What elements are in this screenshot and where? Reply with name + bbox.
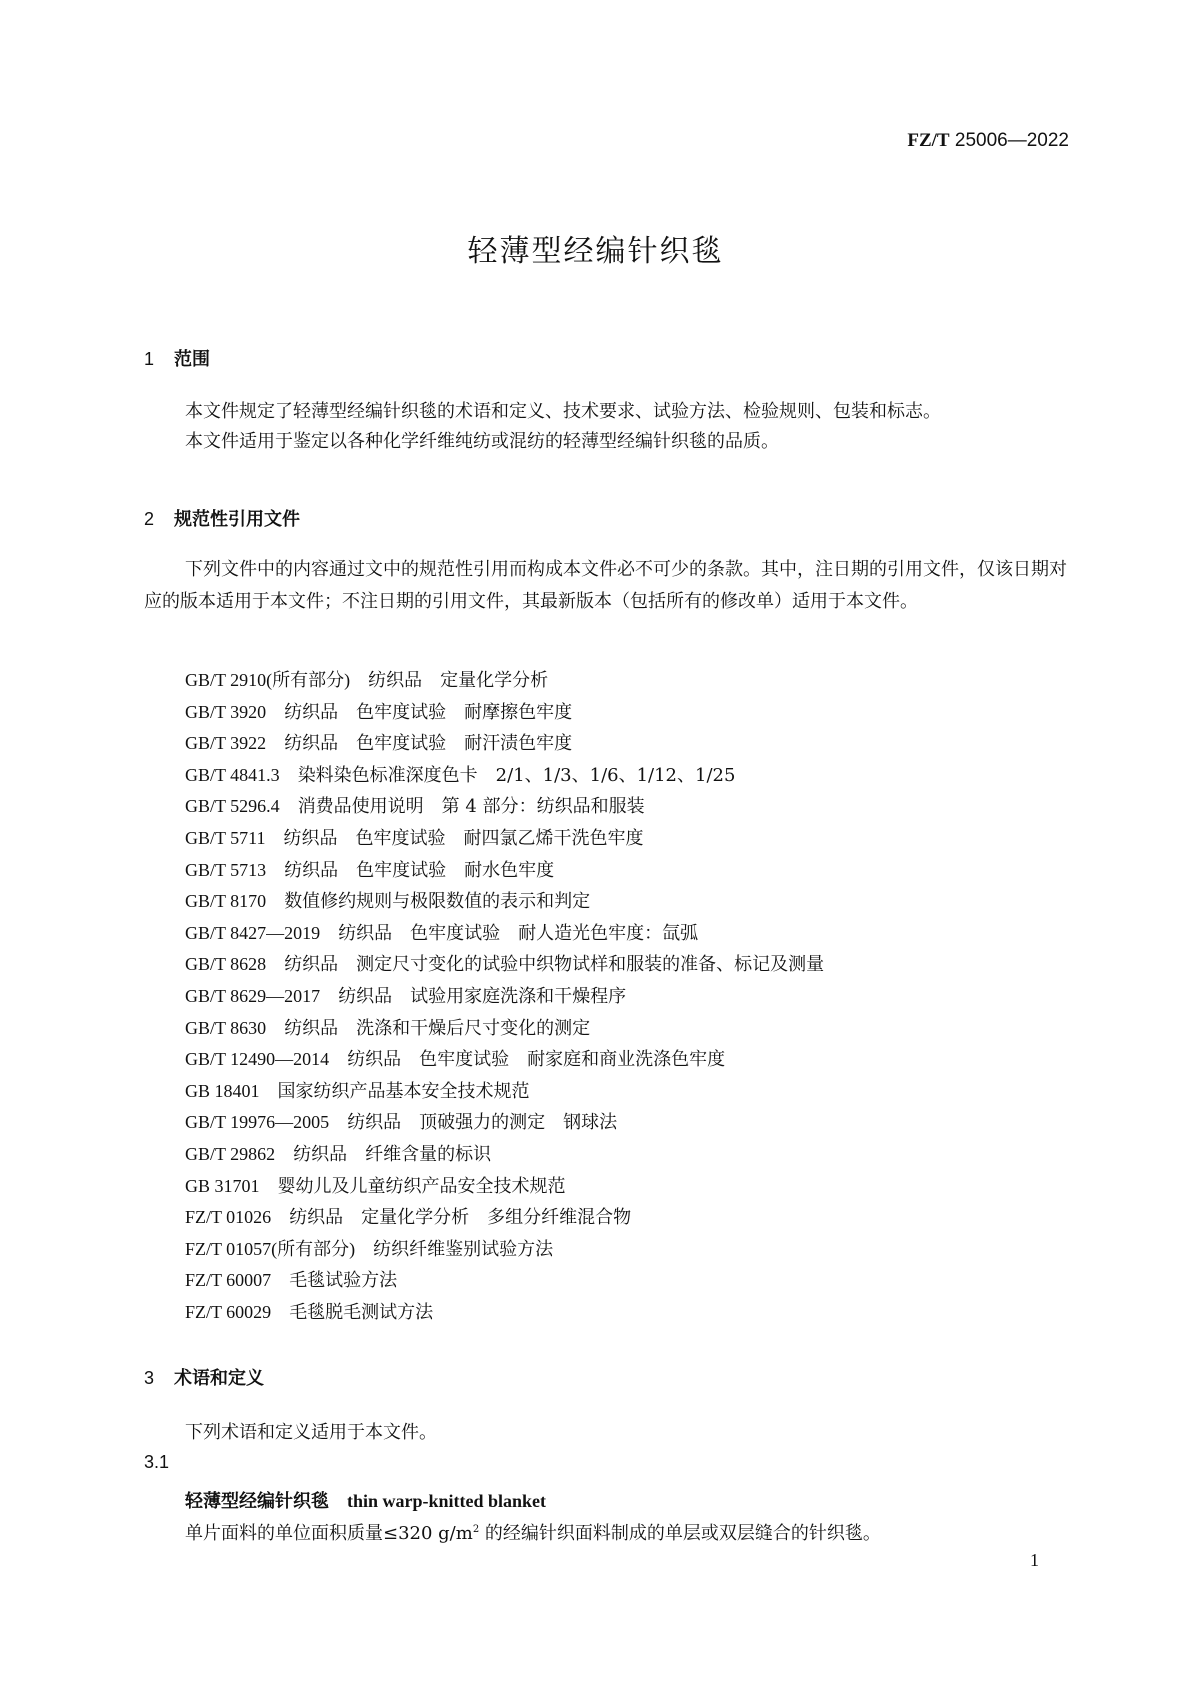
reference-title: 纺织品 纤维含量的标识 (293, 1143, 492, 1165)
reference-code: GB/T 5296.4 (185, 796, 280, 817)
reference-item (185, 1013, 824, 1045)
reference-title: 纺织品 色牢度试验 耐摩擦色牢度 (284, 701, 573, 723)
definition-text: 单片面料的单位面积质量≤320 g/m (185, 1523, 473, 1544)
section-number: 3 (144, 1368, 155, 1388)
reference-title: 数值修约规则与极限数值的表示和判定 (284, 891, 591, 913)
reference-code: FZ/T 60007 (185, 1270, 272, 1291)
reference-code: GB/T 8170 (185, 891, 267, 912)
reference-item (185, 728, 824, 760)
document-title: 轻薄型经编针织毯 (467, 234, 724, 269)
reference-item (185, 1297, 824, 1329)
reference-title: 纺织品 洗涤和干燥后尺寸变化的测定 (284, 1017, 591, 1039)
reference-code: GB/T 12490—2014 (185, 1049, 330, 1070)
section-title: 范围 (174, 349, 210, 370)
reference-code: GB/T 29862 (185, 1143, 276, 1164)
reference-item (185, 855, 824, 887)
term-number: 3.1 (144, 1452, 170, 1472)
page-number: 1 (1030, 1550, 1039, 1570)
reference-code: GB/T 2910(所有部分) (185, 670, 351, 690)
definition-superscript: 2 (472, 1524, 480, 1535)
reference-item (185, 665, 824, 697)
reference-title: 染料染色标准深度色卡 2/1、1/3、1/6、1/12、1/25 (297, 764, 736, 786)
reference-title: 纺织品 色牢度试验 耐家庭和商业洗涤色牢度 (347, 1049, 726, 1071)
reference-title: 纺织品 测定尺寸变化的试验中织物试样和服装的准备、标记及测量 (284, 954, 825, 976)
reference-item (185, 697, 824, 729)
reference-code: GB/T 8628 (185, 954, 267, 975)
reference-title: 毛毯试验方法 (289, 1270, 398, 1292)
reference-code: GB/T 4841.3 (185, 764, 280, 785)
reference-title: 纺织纤维鉴别试验方法 (373, 1238, 554, 1260)
reference-title: 纺织品 色牢度试验 耐水色牢度 (284, 859, 555, 881)
reference-code: GB 31701 (185, 1175, 260, 1196)
section-title: 术语和定义 (174, 1368, 264, 1389)
reference-title: 纺织品 顶破强力的测定 钢球法 (347, 1112, 618, 1134)
reference-code: GB/T 3920 (185, 701, 267, 722)
reference-item (185, 1202, 824, 1234)
references-intro: 下列文件中的内容通过文中的规范性引用而构成本文件必不可少的条款。其中，注日期的引用文件，仅该日期对应的版本适用于本文件；不注日期的引用文件，其最新版本（包括所有的修改单）适用于本文件。 (144, 559, 1067, 612)
term-definition (185, 1519, 881, 1545)
reference-code: FZ/T 01057(所有部分) (185, 1238, 356, 1259)
reference-item (185, 886, 824, 918)
reference-list (185, 665, 824, 1328)
terms-intro: 下列术语和定义适用于本文件。 (185, 1422, 437, 1443)
reference-code: FZ/T 01026 (185, 1207, 272, 1228)
section-heading-scope (144, 345, 210, 371)
reference-title: 消费品使用说明 第 4 部分：纺织品和服装 (297, 796, 645, 818)
reference-item (185, 791, 824, 823)
reference-code: GB/T 3922 (185, 733, 267, 754)
section-heading-normative-references (144, 505, 300, 531)
reference-item (185, 1044, 824, 1076)
section-heading-terms-definitions (144, 1364, 264, 1390)
term-chinese: 轻薄型经编针织毯 (185, 1491, 329, 1512)
reference-item (185, 1076, 824, 1108)
reference-item (185, 1139, 824, 1171)
reference-item (185, 918, 824, 950)
term-entry (185, 1487, 546, 1513)
reference-item (185, 1107, 824, 1139)
section-number: 2 (144, 509, 155, 529)
reference-title: 纺织品 色牢度试验 耐人造光色牢度：氙弧 (338, 922, 699, 944)
standard-code: 25006—2022 (954, 130, 1069, 151)
reference-title: 纺织品 色牢度试验 耐汗渍色牢度 (284, 733, 573, 755)
reference-title: 国家纺织产品基本安全技术规范 (277, 1080, 530, 1102)
standard-number (907, 130, 1069, 152)
term-english: thin warp-knitted blanket (347, 1491, 547, 1511)
reference-code: GB/T 8629—2017 (185, 985, 321, 1006)
reference-item (185, 1234, 824, 1266)
reference-item (185, 1265, 824, 1297)
reference-item (185, 823, 824, 855)
reference-title: 纺织品 试验用家庭洗涤和干燥程序 (338, 985, 627, 1007)
section-number: 1 (144, 349, 155, 369)
reference-code: GB/T 5711 (185, 827, 266, 848)
reference-item (185, 981, 824, 1013)
reference-code: GB/T 5713 (185, 859, 267, 880)
reference-title: 纺织品 定量化学分析 多组分纤维混合物 (289, 1207, 632, 1229)
reference-code: GB 18401 (185, 1080, 260, 1101)
reference-title: 纺织品 定量化学分析 (368, 670, 549, 691)
reference-item (185, 1171, 824, 1203)
reference-code: GB/T 8427—2019 (185, 922, 321, 943)
reference-code: FZ/T 60029 (185, 1301, 272, 1322)
reference-item (185, 760, 824, 792)
scope-paragraph-1: 本文件规定了轻薄型经编针织毯的术语和定义、技术要求、试验方法、检验规则、包装和标志。 (185, 401, 941, 422)
definition-text-cont: 的经编针织面料制成的单层或双层缝合的针织毯。 (479, 1523, 881, 1544)
scope-paragraph-2: 本文件适用于鉴定以各种化学纤维纯纺或混纺的轻薄型经编针织毯的品质。 (185, 431, 779, 452)
reference-code: GB/T 19976—2005 (185, 1112, 330, 1133)
reference-title: 毛毯脱毛测试方法 (289, 1301, 434, 1323)
standard-prefix: FZ/T (907, 130, 950, 151)
reference-code: GB/T 8630 (185, 1017, 267, 1038)
reference-title: 纺织品 色牢度试验 耐四氯乙烯干洗色牢度 (283, 827, 644, 849)
section-title: 规范性引用文件 (174, 509, 300, 530)
reference-item (185, 949, 824, 981)
reference-title: 婴幼儿及儿童纺织产品安全技术规范 (277, 1175, 566, 1197)
